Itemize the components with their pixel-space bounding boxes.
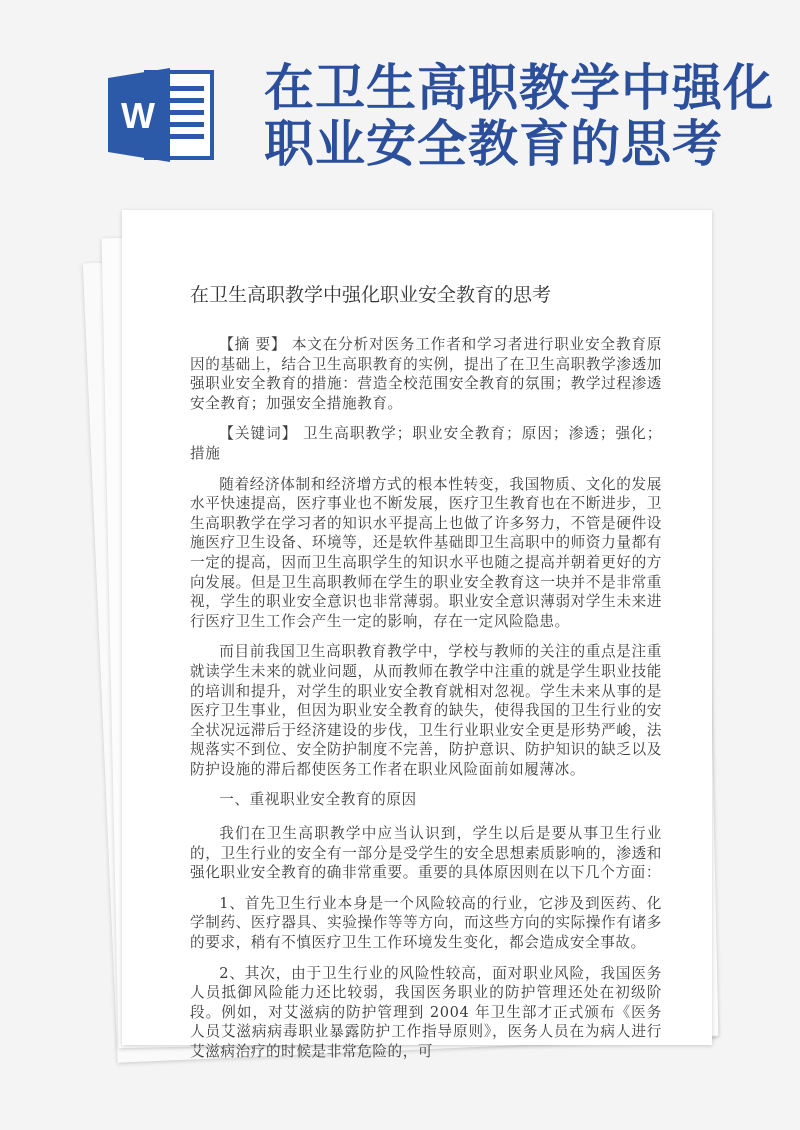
banner-title [264,60,774,172]
banner-title-line: 在卫生高职教学中强化 [264,59,774,117]
list-item: 2、其次，由于卫生行业的风险性较高，面对职业风险，我国医务人员抵御风险能力还比较弱，我国医务职业的防护管理还处在初级阶段。例如，对艾滋病的防护管理到 2004 年卫生部才正式颁布《医务人员艾滋病病毒职业暴露防护工作指导原则》，医务人员在为病人进行艾滋病治疗的时候是非常危险的，可 [190,964,662,1060]
document-title: 在卫生高职教学中强化职业安全教育的思考 [190,284,552,306]
word-document-icon [108,68,216,162]
section-heading: 一、重视职业安全教育的原因 [219,791,417,809]
document-body [190,280,662,1073]
keywords: 【关键词】 卫生高职教学；职业安全教育；原因；渗透；强化；措施 [190,425,662,462]
abstract: 【摘 要】 本文在分析对医务工作者和学习者进行职业安全教育原因的基础上，结合卫生高职教育的实例，提出了在卫生高职教学渗透加强职业安全教育的措施：营造全校范围安全教育的氛围；教学过程渗透安全教育；加强安全措施教育。 [190,336,662,412]
paragraph: 我们在卫生高职教学中应当认识到，学生以后是要从事卫生行业的，卫生行业的安全有一部分是受学生的安全思想素质影响的，渗透和强化职业安全教育的确非常重要。重要的具体原因则在以下几个方面： [190,825,662,882]
paragraph: 随着经济体制和经济增方式的根本性转变，我国物质、文化的发展水平快速提高，医疗事业也不断发展，医疗卫生教育也在不断进步，卫生高职教学在学习者的知识水平提高上也做了许多努力，不管是硬件设施医疗卫生设备、环境等，还是软件基础即卫生高职中的师资力量都有一定的提高，因而卫生高职学生的知识水平也随之提高并朝着更好的方向发展。但是卫生高职教师在学生的职业安全教育这一块并不是非常重视，学生的职业安全意识也非常薄弱。职业安全意识薄弱对学生未来进行医疗卫生工作会产生一定的影响，存在一定风险隐患。 [190,475,662,630]
svg-text:W: W [121,95,155,136]
list-item: 1、首先卫生行业本身是一个风险较高的行业，它涉及到医药、化学制药、医疗器具、实验操作等等方向，而这些方向的实际操作有诸多的要求，稍有不慎医疗卫生工作环境发生变化，都会造成安全事故。 [190,894,662,952]
banner-title-line: 职业安全教育的思考 [264,115,723,173]
paragraph: 而目前我国卫生高职教育教学中，学校与教师的关注的重点是注重就读学生未来的就业问题，从而教师在教学中注重的就是学生职业技能的培训和提升，对学生的职业安全教育就相对忽视。学生未来从事的是医疗卫生事业，但因为职业安全教育的缺失，使得我国的卫生行业的安全状况远滞后于经济建设的步伐，卫生行业职业安全更是形势严峻，法规落实不到位、安全防护制度不完善，防护意识、防护知识的缺乏以及防护设施的滞后都使医务工作者在职业风险面前如履薄冰。 [190,643,662,778]
